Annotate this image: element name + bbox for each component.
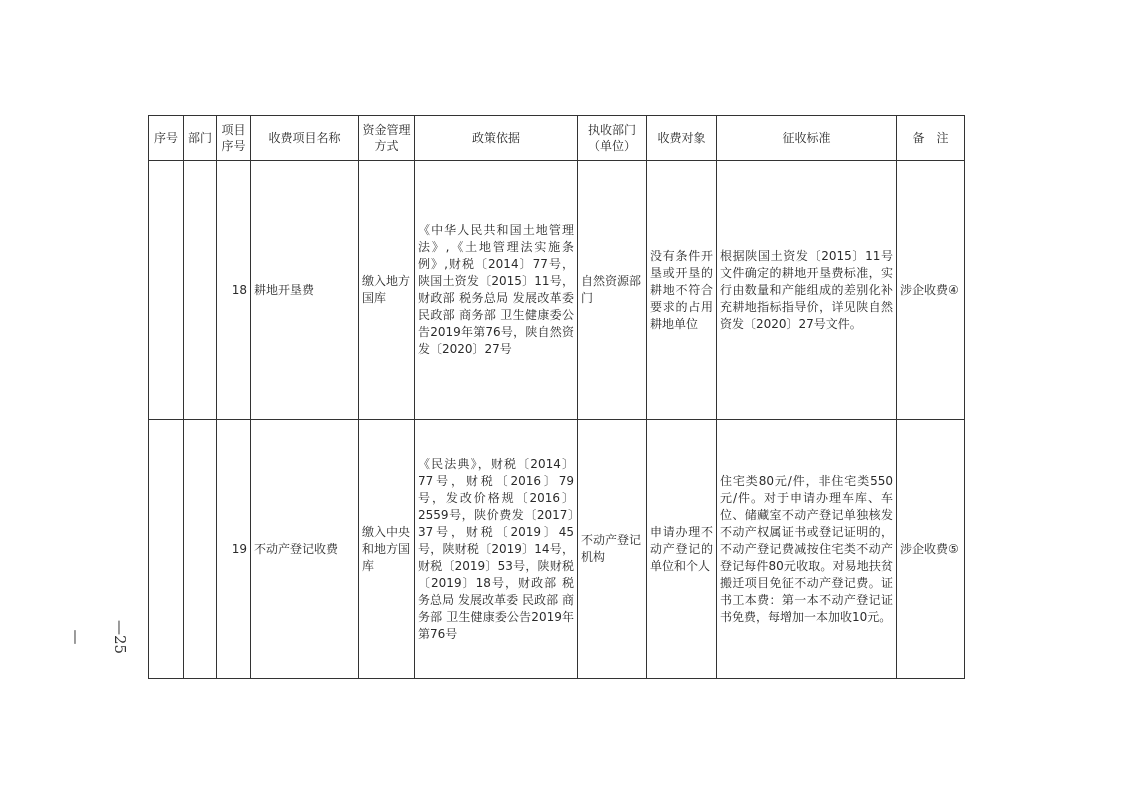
cell-fund-mgmt: 缴入中央和地方国库 bbox=[359, 420, 415, 679]
cell-target: 没有条件开垦或开垦的耕地不符合要求的占用耕地单位 bbox=[647, 161, 717, 420]
cell-item-no: 19 bbox=[217, 420, 251, 679]
cell-policy: 《民法典》，财税〔2014〕77号，财税〔2016〕79号，发改价格规〔2016〕2559号，陕价费发〔2017〕37号，财税〔2019〕45号，陕财税〔2019〕14号，财税〔2019〕53号，陕财税〔2019〕18号，财政部 税务总局 发展改革委 民政部 商务部 卫生健康委公告2019年第76号 bbox=[415, 420, 578, 679]
cell-seq bbox=[149, 161, 184, 420]
cell-standard: 根据陕国土资发〔2015〕11号文件确定的耕地开垦费标准，实行由数量和产能组成的差别化补充耕地指标指导价，详见陕自然资发〔2020〕27号文件。 bbox=[717, 161, 897, 420]
cell-dept bbox=[184, 420, 217, 679]
cell-target: 申请办理不动产登记的单位和个人 bbox=[647, 420, 717, 679]
cell-name: 耕地开垦费 bbox=[251, 161, 359, 420]
cell-fund-mgmt: 缴入地方国库 bbox=[359, 161, 415, 420]
fee-table bbox=[148, 115, 965, 679]
cell-collector: 不动产登记机构 bbox=[578, 420, 647, 679]
cell-standard: 住宅类80元/件，非住宅类550元/件。对于申请办理车库、车位、储藏室不动产登记单独核发不动产权属证书或登记证明的，不动产登记费减按住宅类不动产登记每件80元收取。对易地扶贫搬迁项目免征不动产登记费。证书工本费：第一本不动产登记证书免费，每增加一本加收10元。 bbox=[717, 420, 897, 679]
header-fund-mgmt-text: 资金管理 方式 bbox=[362, 123, 411, 153]
page-number: —25— bbox=[67, 619, 129, 655]
table-row bbox=[149, 161, 965, 420]
cell-note: 涉企收费④ bbox=[897, 161, 965, 420]
header-item-no bbox=[217, 116, 251, 161]
header-policy: 政策依据 bbox=[415, 116, 578, 161]
header-target: 收费对象 bbox=[647, 116, 717, 161]
cell-policy: 《中华人民共和国土地管理法》,《土地管理法实施条例》,财税〔2014〕77号，陕国土资发〔2015〕11号，财政部 税务总局 发展改革委 民政部 商务部 卫生健康委公告2019年第76号，陕自然资发〔2020〕27号 bbox=[415, 161, 578, 420]
header-collector-text: 执收部门 （单位） bbox=[587, 123, 636, 153]
header-fund-mgmt bbox=[359, 116, 415, 161]
cell-name: 不动产登记收费 bbox=[251, 420, 359, 679]
header-standard: 征收标准 bbox=[717, 116, 897, 161]
cell-collector: 自然资源部门 bbox=[578, 161, 647, 420]
header-note: 备 注 bbox=[897, 116, 965, 161]
header-dept: 部门 bbox=[184, 116, 217, 161]
cell-item-no: 18 bbox=[217, 161, 251, 420]
cell-dept bbox=[184, 161, 217, 420]
header-collector bbox=[578, 116, 647, 161]
header-seq: 序号 bbox=[149, 116, 184, 161]
cell-note: 涉企收费⑤ bbox=[897, 420, 965, 679]
header-item-no-text: 项目 序号 bbox=[221, 123, 246, 153]
table-row bbox=[149, 420, 965, 679]
cell-seq bbox=[149, 420, 184, 679]
header-name: 收费项目名称 bbox=[251, 116, 359, 161]
header-row bbox=[149, 116, 965, 161]
